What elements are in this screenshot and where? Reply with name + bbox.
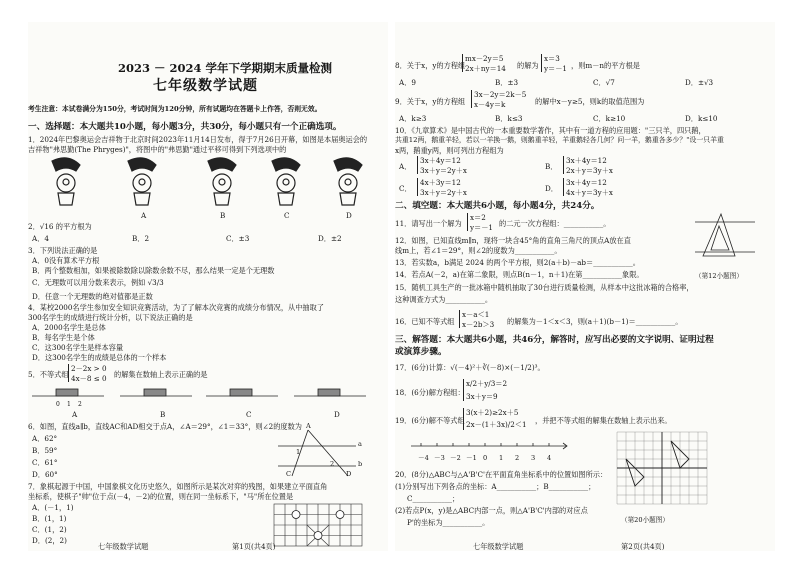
q20-figure-caption: （第20小题图） — [621, 516, 669, 524]
q10-option-b-brace — [563, 156, 564, 174]
q10-option-c-eq2: 3x＋y＝2y＋x — [420, 188, 467, 197]
q10-option-a-brace — [417, 156, 418, 174]
q10-stem-line1: 10．《九章算术》是中国古代的一本重要数学著作，其中有一道方程的应用题："三只羊，四只鹅， — [395, 126, 706, 135]
page1-footer-right: 第1页(共4页) — [232, 542, 276, 551]
q5-sys-eq2: 4x－8 ≤ 0 — [71, 374, 107, 383]
q11-sol-x: x＝2 — [470, 213, 486, 222]
q5-tick-1: 1 — [67, 401, 71, 408]
q1-mascot-figures — [38, 157, 368, 217]
q12-figure-triangle — [695, 212, 757, 268]
q1-option-b: B — [220, 211, 226, 220]
q8-solution-brace — [541, 54, 542, 72]
q3-option-c: C．无理数可以用分数来表示，例如 √3/3 — [32, 278, 164, 287]
q8-option-b: B．±3 — [495, 78, 519, 87]
q20-line2: (1)分别写出下列各点的坐标：A___________；B___________； — [395, 482, 596, 491]
q9-option-b: B．k≤3 — [495, 114, 523, 123]
q19-number-line — [411, 440, 571, 452]
q5-tick-2: 2 — [78, 401, 82, 408]
q2-option-b: B．2 — [132, 234, 150, 243]
q19-tick-0: 0 — [483, 454, 488, 462]
q5-tick-0: 0 — [56, 401, 60, 408]
q2-stem: 2．√16 的平方根为 — [28, 222, 92, 231]
q10-option-a-label: A． — [399, 162, 412, 171]
q8-stem-pre: 8．关于x，y的方程组 — [395, 61, 466, 70]
q17-text: 17．(6分)计算：√(－4)²＋∛(－8)×(－1/2)³。 — [395, 363, 545, 372]
q3-option-d: D．任意一个无理数的绝对值都是正数 — [32, 292, 153, 301]
q6-stem: 6．如图，直线a∥b，直线AC和AD相交于点A，∠A＝29°，∠1＝33°，则∠2的度数为 — [28, 422, 302, 431]
q13-text: 13．若实数a，b满足 2024 的两个平方根，则2(a＋b)－ab＝___________。 — [395, 258, 640, 267]
q9-sys-eq2: x－4y＝k — [474, 100, 506, 109]
q10-option-c-eq1: 4x＋3y＝12 — [420, 178, 461, 187]
q16-sys-eq2: x－2b＞3 — [462, 320, 495, 329]
q8-sol-y: y＝－1 — [544, 64, 568, 73]
q19-post: ，并把不等式组的解集在数轴上表示出来。 — [535, 416, 672, 425]
q6-label-angle1: 1 — [296, 448, 301, 456]
mascot-option-a — [128, 158, 156, 205]
q9-sys-eq1: 3x－2y＝2k－5 — [474, 90, 527, 99]
section3-title-line2: 或演算步骤。 — [395, 347, 447, 357]
q10-option-a-eq1: 3x＋4y＝12 — [420, 156, 461, 165]
q18-pre: 18．(6分)解方程组： — [395, 388, 465, 397]
q10-option-c-brace — [417, 178, 418, 196]
q10-stem-line2: 共重12两，鹅重羊轻，若以一羊换一鹅，则鹅重羊轻，羊重鹅轻各几何？问一羊，鹅重各多少？"设一只羊重 — [395, 136, 724, 144]
q3-stem: 3．下列说法正确的是 — [28, 246, 98, 255]
q4-option-a: A．2000名学生是总体 — [32, 323, 106, 332]
mascot-option-d — [334, 158, 362, 205]
q19-tick-3: 3 — [531, 454, 536, 462]
q4-stem-line2: 300名学生的成绩进行统计分析，以下说法正确的是 — [28, 313, 193, 322]
q12-line2: 线m上，若∠1＝29°，则∠2的度数为___________。 — [395, 246, 562, 255]
section2-title: 二、填空题：本大题共6小题，每小题4分，共24分。 — [395, 201, 600, 211]
q10-option-d-brace — [563, 178, 564, 196]
exam-title: 2023 － 2024 学年下学期期末质量检测 — [118, 61, 333, 75]
q4-option-b: B．每名学生是个体 — [32, 333, 95, 342]
q7-chessboard-figure — [274, 504, 364, 548]
q3-option-b: B．两个整数相加，如果被除数除以除数余数不尽，那么结果一定是个无理数 — [32, 266, 275, 275]
q10-option-d-eq1: 3x＋4y＝12 — [566, 178, 607, 187]
q1-text-line2: 吉祥物"弗思勤(The Phryges)"，将图中的"弗思勤"通过平移可得到下列选项中的 — [28, 145, 287, 154]
q5-option-a: A — [72, 410, 78, 419]
page2-footer-right: 第2页(共4页) — [621, 542, 665, 551]
q8-stem-post: ，则m－n的平方根是 — [571, 61, 640, 70]
q19-tick-neg4: －4 — [418, 454, 429, 462]
mascot-original — [52, 158, 80, 205]
subject-title: 七年级数学试题 — [153, 78, 258, 94]
q11-sol-y: y＝－1 — [470, 223, 494, 232]
q1-option-c: C — [284, 211, 290, 220]
q6-option-c: C．61° — [32, 458, 58, 467]
q20-line1: 20．(8分)△ABC与△A'B'C'在平面直角坐标系中的位置如图所示： — [395, 470, 608, 479]
q20-line4: (2)若点P(x，y)是△ABC内部一点，则△A'B'C'内部的对应点 — [395, 506, 588, 515]
q5-stem-pre: 5．不等式组 — [28, 370, 69, 379]
q8-sol-x: x＝3 — [544, 54, 560, 63]
q2-option-a: A．4 — [32, 234, 49, 243]
q18-sys-eq1: x/2＋y/3＝2 — [466, 379, 508, 388]
q10-option-b-eq1: 3x＋4y＝12 — [566, 156, 607, 165]
q15-line2: 这种调查方式为___________。 — [395, 295, 493, 304]
q18-sys-eq2: 3x＋y＝9 — [466, 392, 498, 401]
mascot-option-c — [272, 158, 300, 205]
q16-pre: 16．已知不等式组 — [395, 317, 455, 326]
q7-stem-line2: 坐标系，使棋子"帅"位于点(－4，－2)的位置，则在同一坐标系下，"马"所在位置是 — [28, 492, 294, 501]
q5-number-lines — [32, 386, 372, 408]
q20-line3: C___________； — [407, 494, 460, 503]
q11-post: 的二元一次方程组：___________。 — [499, 219, 611, 228]
mascot-option-b — [208, 158, 236, 205]
q14-text: 14．若点A(－2，a)在第二象限，则点B(n－1，n＋1)在第___________象限。 — [395, 270, 644, 279]
q10-option-a-eq2: 3x＋y＝2y＋x — [420, 166, 467, 175]
q6-label-C: C — [286, 470, 292, 478]
q10-option-d-eq2: 4x＋y＝3y＋x — [566, 188, 613, 197]
q15-line1: 15．随机工具生产的一批冰箱中随机抽取了30台进行质量检测，从样本中这批冰箱的合格率， — [395, 283, 694, 292]
q5-option-d: D — [334, 410, 340, 419]
q10-option-c-label: C． — [399, 184, 412, 193]
q6-option-b: B．59° — [32, 446, 58, 455]
q9-stem-pre: 9．关于x，y的方程组 — [395, 97, 466, 106]
q8-sys-eq1: mx－2y＝5 — [465, 54, 504, 63]
q1-option-d: D — [346, 211, 352, 220]
q8-option-a: A．9 — [399, 78, 416, 87]
page1-footer-left: 七年级数学试题 — [98, 542, 149, 551]
exam-notice: 考生注意：本试卷满分为150分，考试时间为120分钟，所有试题均在答题卡上作答，否则无效。 — [28, 105, 322, 113]
q20-line5: P'的坐标为___________。 — [407, 518, 490, 527]
q2-option-c: C．±3 — [226, 234, 250, 243]
q10-stem-line3: x两，鹅重y两，则可列出方程组为 — [395, 146, 504, 155]
q10-option-b-label: B． — [545, 162, 558, 171]
q10-option-d-label: D． — [545, 184, 558, 193]
q7-option-a: A．(－1，1) — [32, 503, 74, 512]
q19-tick-neg3: －3 — [434, 454, 445, 462]
q4-option-d: D．这300名学生的成绩是总体的一个样本 — [32, 353, 167, 362]
q8-stem-mid: 的解为 — [517, 61, 539, 70]
q9-option-a: A．k≥3 — [399, 114, 427, 123]
page2-footer-left: 七年级数学试题 — [473, 542, 524, 551]
q12-figure-caption: （第12小题图） — [695, 272, 743, 280]
q5-brace — [68, 364, 69, 382]
q19-sys-eq2: 2x－(1＋3x)/2＜1 — [466, 420, 527, 429]
q5-sys-eq1: 2－2x > 0 — [71, 364, 107, 373]
q6-label-D: D — [346, 470, 352, 478]
q1-option-a: A — [141, 211, 147, 220]
q19-sys-eq1: 3(x＋2)≥2x＋5 — [466, 408, 519, 417]
q2-option-d: D．±2 — [318, 234, 342, 243]
q6-label-b: b — [358, 460, 363, 468]
q19-tick-neg1: －1 — [466, 454, 477, 462]
q7-option-d: D．(2，2) — [32, 536, 67, 545]
q11-pre: 11．请写出一个解为 — [395, 219, 462, 228]
q6-option-a: A．62° — [32, 434, 58, 443]
q8-option-d: D．±√3 — [685, 78, 714, 87]
q12-line1: 12．如图，已知直线m∥n，现将一块含45°角的直角三角尺的顶点A放在直 — [395, 236, 631, 245]
q16-sys-eq1: x－a＜1 — [462, 310, 490, 319]
q7-stem-line1: 7．象棋起源于中国，中国象棋文化历史悠久，如图所示是某次对弈的残图，如果建立平面直角 — [28, 482, 328, 491]
q19-brace — [463, 408, 464, 430]
q9-brace — [471, 90, 472, 108]
q9-stem-post: 的解中x－y≥5，则k的取值范围为 — [535, 97, 645, 106]
q4-stem-line1: 4．某校2000名学生参加安全知识竞赛活动，为了了解本次竞赛的成绩分布情况，从中抽取了 — [28, 303, 324, 312]
q4-option-c: C．这300名学生是样本容量 — [32, 343, 124, 352]
q6-label-A: A — [306, 422, 311, 430]
q6-label-angle2: 2 — [330, 460, 335, 468]
q20-grid-figure — [617, 432, 709, 514]
q11-brace — [467, 213, 468, 231]
q10-option-b-eq2: 2x＋y＝3y＋x — [566, 166, 613, 175]
q1-text-line1: 1．2024年巴黎奥运会吉祥物于北京时间2023年11月14日发布，得于7月26日开幕，如图是本届奥运会的 — [28, 135, 368, 144]
q19-pre: 19．(6分)解不等式组 — [395, 416, 465, 425]
q19-tick-neg2: －2 — [450, 454, 461, 462]
section3-title-line1: 三、解答题：本大题共6小题，共46分，解答时，应写出必要的文字说明、证明过程 — [395, 335, 714, 345]
q8-option-c: C．√7 — [593, 78, 615, 87]
q8-brace — [462, 54, 463, 72]
exam-page-1 — [28, 22, 388, 551]
q3-option-a: A．0没有算术平方根 — [32, 256, 100, 265]
q19-tick-2: 2 — [515, 454, 520, 462]
q5-option-b: B — [160, 410, 166, 419]
q16-brace — [459, 310, 460, 328]
q9-option-d: D．k≤10 — [685, 114, 718, 123]
q7-option-b: B．(1，1) — [32, 514, 67, 523]
q6-label-a: a — [358, 440, 362, 448]
q6-option-d: D．60° — [32, 470, 58, 479]
q7-option-c: C．(1，2) — [32, 525, 67, 534]
q16-post: 的解集为－1＜x＜3，则(a＋1)(b－1)＝___________。 — [507, 317, 683, 326]
q5-option-c: C — [246, 410, 252, 419]
q19-tick-4: 4 — [547, 454, 552, 462]
q5-stem-post: 的解集在数轴上表示正确的是 — [114, 370, 208, 379]
q19-tick-1: 1 — [499, 454, 504, 462]
q18-brace — [463, 379, 464, 401]
section1-title: 一、选择题：本大题共10小题，每小题3分，共30分，每小题只有一个正确选项。 — [28, 122, 342, 132]
exam-page-2 — [395, 22, 775, 551]
q9-option-c: C．k≥10 — [593, 114, 626, 123]
q8-sys-eq2: 2x＋ny＝14 — [465, 64, 506, 73]
